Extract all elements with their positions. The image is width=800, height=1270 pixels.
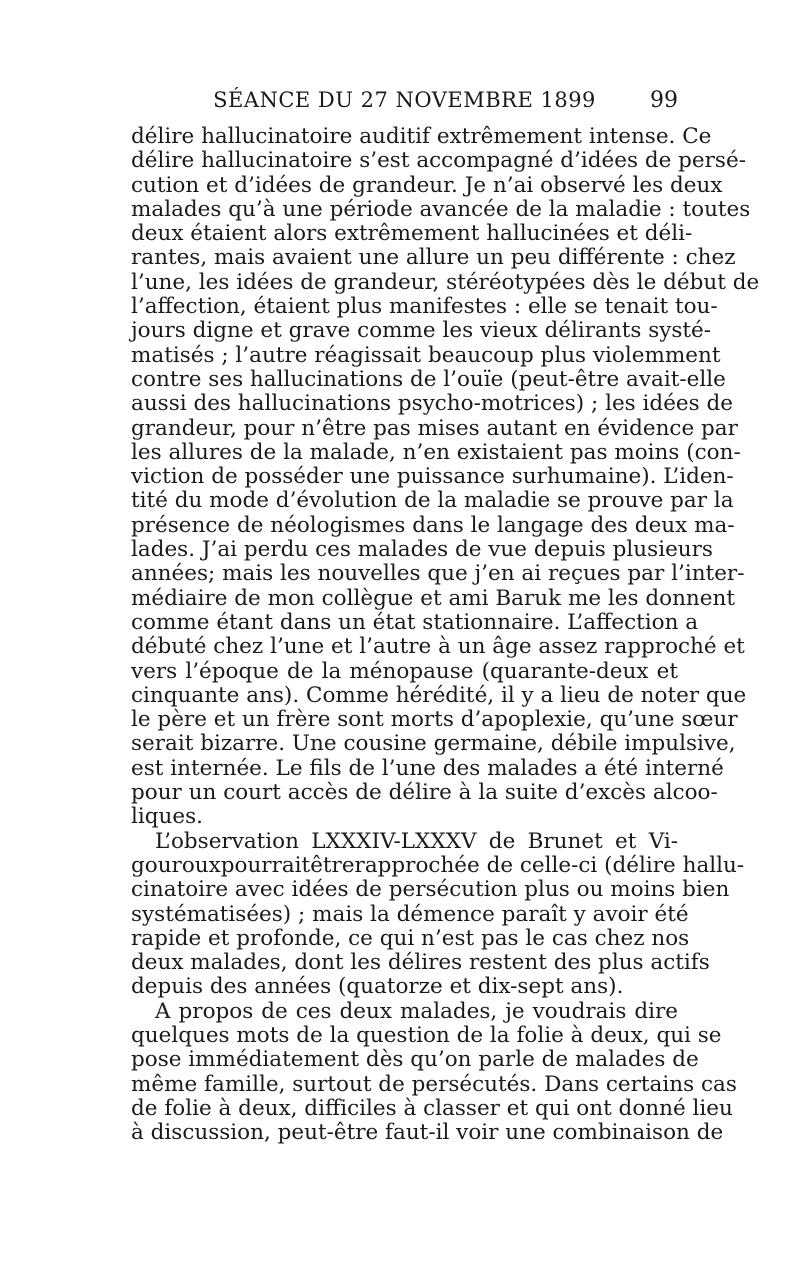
text-line: viction de posséder une puissance surhumaine). L’iden- [131, 464, 734, 490]
page-number: 99 [650, 88, 678, 113]
text-line: contre ses hallucinations de l’ouïe (peut-être avait-elle [131, 366, 726, 392]
text-line: même famille, surtout de persécutés. Dans certains cas [131, 1071, 737, 1097]
text-line: quelques mots de la question de la folie à deux, qui se [131, 1022, 722, 1048]
text-line: délire hallucinatoire auditif extrêmement intense. Ce [131, 124, 712, 149]
running-head [131, 88, 678, 122]
text-line: est internée. Le fils de l’une des malades a été interné [131, 755, 724, 781]
text-line: rantes, mais avaient une allure un peu différente : chez [131, 245, 736, 271]
text-line: rapide et profonde, ce qui n’est pas le cas chez nos [131, 925, 690, 951]
body-text [131, 124, 760, 1146]
text-line: cinatoire avec idées de persécution plus ou moins bien [131, 877, 730, 903]
text-line: de folie à deux, difficiles à classer et qui ont donné lieu [131, 1095, 733, 1121]
text-line: cinquante ans). Comme hérédité, il y a lieu de noter que [131, 682, 747, 708]
text-line: gourouxpourraitêtrerapprochée de celle-ci (délire hallu- [131, 852, 745, 878]
text-line: deux malades, dont les délires restent des plus actifs [131, 950, 710, 976]
text-line: serait bizarre. Une cousine germaine, débile impulsive, [131, 731, 736, 757]
text-line: comme étant dans un état stationnaire. L’affection a [131, 609, 699, 635]
text-line: l’une, les idées de grandeur, stéréotypées dès le début de [131, 269, 760, 295]
text-line: pour un court accès de délire à la suite d’excès alcoo- [131, 780, 718, 806]
text-line: systématisées) ; mais la démence paraît y avoir été [131, 901, 689, 927]
text-line: jours digne et grave comme les vieux délirants systé- [131, 318, 712, 344]
text-line: présence de néologismes dans le langage des deux ma- [131, 512, 735, 538]
text-line: deux étaient alors extrêmement hallucinées et déli- [131, 221, 693, 247]
text-line: débuté chez l’une et l’autre à un âge assez rapproché et [131, 634, 745, 660]
text-line: malades qu’à une période avancée de la maladie : toutes [131, 196, 751, 222]
text-line: depuis des années (quatorze et dix-sept ans). [131, 974, 624, 1000]
text-line: années; mais les nouvelles que j’en ai reçues par l’inter- [131, 561, 745, 587]
text-line: à discussion, peut-être faut-il voir une combinaison de [131, 1120, 724, 1146]
text-line: les allures de la malade, n’en existaient pas moins (con- [131, 439, 741, 465]
text-line: A propos de ces deux malades, je voudrais dire [155, 998, 678, 1024]
text-line: aussi des hallucinations psycho-motrices) ; les idées de [131, 391, 733, 417]
text-line: pose immédiatement dès qu’on parle de malades de [131, 1047, 699, 1073]
text-line: le père et un frère sont morts d’apoplexie, qu’une sœur [131, 707, 738, 733]
text-line: cution et d’idées de grandeur. Je n’ai observé les deux [131, 172, 723, 198]
text-line: vers l’époque de la ménopause (quarante-deux et [131, 658, 678, 684]
text-line: l’affection, étaient plus manifestes : elle se tenait tou- [131, 294, 718, 320]
text-line: L’observation LXXXIV-LXXXV de Brunet et Vi- [155, 828, 678, 854]
text-line: médiaire de mon collègue et ami Baruk me les donnent [131, 585, 735, 611]
text-line: lades. J’ai perdu ces malades de vue depuis plusieurs [131, 537, 713, 563]
text-line: matisés ; l’autre réagissait beaucoup plus violemment [131, 342, 721, 368]
text-line: grandeur, pour n’être pas mises autant en évidence par [131, 415, 738, 441]
running-title: SÉANCE DU 27 NOVEMBRE 1899 [213, 88, 596, 112]
text-line: liques. [131, 804, 203, 830]
text-line: tité du mode d’évolution de la maladie se prouve par la [131, 488, 734, 514]
text-line: délire hallucinatoire s’est accompagné d’idées de persé- [131, 148, 746, 174]
